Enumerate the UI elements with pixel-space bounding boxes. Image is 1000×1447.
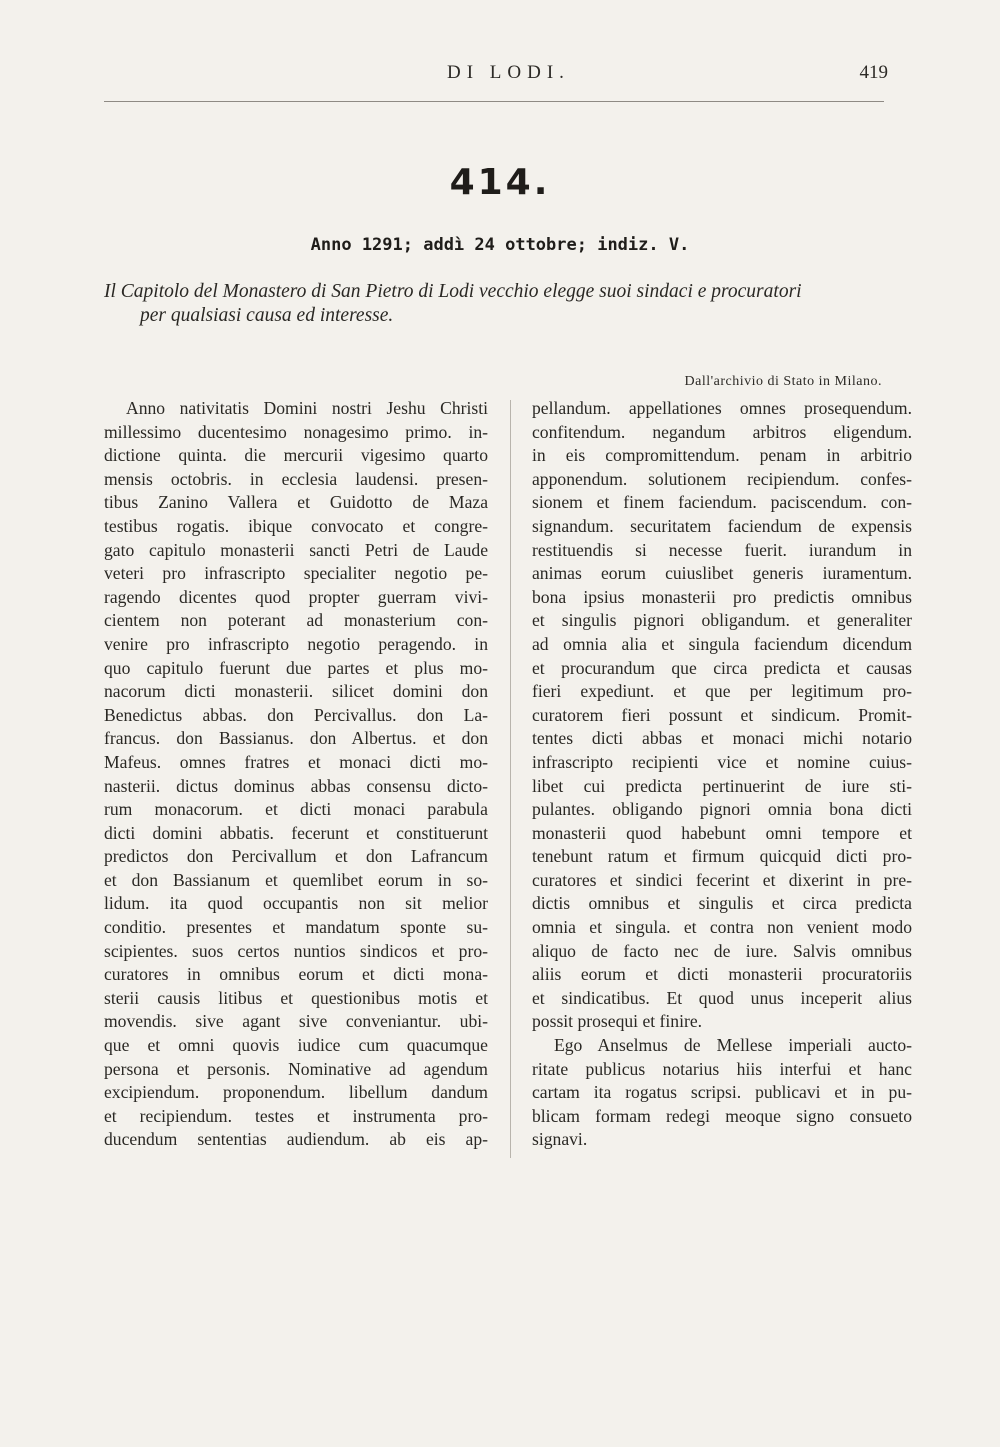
text-line: tibus Zanino Vallera et Guidotto de Maza bbox=[104, 492, 488, 513]
text-line: Mafeus. omnes fratres et monaci dicti mo- bbox=[104, 751, 488, 772]
text-line: omnia et singula. et contra non venient modo bbox=[532, 917, 912, 938]
text-line: pulantes. obligando pignori omnia bona dicti bbox=[532, 799, 912, 820]
text-line: monasterii quod habebunt omni tempore et bbox=[532, 822, 912, 843]
text-line: conditio. presentes et mandatum sponte su- bbox=[104, 917, 488, 938]
header-rule bbox=[104, 101, 884, 102]
text-line: nasterii. dictus dominus abbas consensu dicto- bbox=[104, 775, 488, 796]
text-line: restituendis si necesse fuerit. iurandum in bbox=[532, 539, 912, 560]
text-line: predictos don Percivallum et don Lafrancum bbox=[104, 846, 488, 867]
document-number: 414. bbox=[449, 162, 551, 203]
text-line: et recipiendum. testes et instrumenta pro- bbox=[104, 1105, 488, 1126]
text-line: cientem non poterant ad monasterium con- bbox=[104, 610, 488, 631]
page-number: 419 bbox=[859, 62, 888, 83]
column-divider bbox=[510, 400, 511, 1158]
running-head: DI LODI. bbox=[447, 62, 570, 83]
text-line: gato capitulo monasterii sancti Petri de Laude bbox=[104, 539, 488, 560]
right-column bbox=[532, 397, 912, 1152]
text-line: ad omnia alia et singula faciendum dicendum bbox=[532, 633, 912, 654]
text-line: Benedictus abbas. don Percivallus. don La- bbox=[104, 704, 488, 725]
document-summary bbox=[104, 280, 924, 328]
text-line: francus. don Bassianus. don Albertus. et don bbox=[104, 728, 488, 749]
text-line: signandum. securitatem faciendum de expensis bbox=[532, 515, 912, 536]
text-line: dictione quinta. die mercurii vigesimo quarto bbox=[104, 445, 488, 466]
text-line: infrascripto recipienti vice et nomine cuius- bbox=[532, 751, 912, 772]
text-line: pellandum. appellationes omnes prosequendum. bbox=[532, 398, 912, 418]
text-line: confitendum. negandum arbitros eligendum. bbox=[532, 421, 912, 442]
text-line: fieri expediunt. et que per legitimum pro- bbox=[532, 681, 912, 702]
text-line: et don Bassianum et quemlibet eorum in so- bbox=[104, 869, 488, 890]
text-line: tentes dicti abbas et monaci michi notario bbox=[532, 728, 912, 749]
text-line: libet cui predicta pertinuerint de iure sti- bbox=[532, 775, 912, 796]
text-line: tenebunt ratum et firmum quicquid dicti pro- bbox=[532, 846, 912, 867]
text-line: sterii causis litibus et questionibus motis et bbox=[104, 987, 488, 1008]
text-line: testibus rogatis. ibique convocato et congre- bbox=[104, 515, 488, 536]
source-note: Dall'archivio di Stato in Milano. bbox=[684, 374, 882, 389]
text-line: ducendum sententias audiendum. ab eis ap- bbox=[104, 1129, 488, 1150]
text-line: Anno nativitatis Domini nostri Jeshu Christi bbox=[126, 398, 488, 418]
text-line: nacorum dicti monasterii. silicet domini don bbox=[104, 681, 488, 702]
text-line: curatores in omnibus eorum et dicti mona- bbox=[104, 964, 488, 985]
text-line: ragendo dicentes quod propter guerram vivi- bbox=[104, 586, 488, 607]
text-line: aliis eorum et dicti monasterii procuratoriis bbox=[532, 964, 912, 985]
text-line: persona et personis. Nominative ad agendum bbox=[104, 1058, 488, 1079]
text-line: Ego Anselmus de Mellese imperiali aucto- bbox=[554, 1035, 912, 1056]
text-line: cartam ita rogatus scripsi. publicavi et in pu- bbox=[532, 1082, 912, 1103]
text-line: scipientes. suos certos nuntios sindicos et pro- bbox=[104, 940, 488, 961]
document-date: Anno 1291; addì 24 ottobre; indiz. V. bbox=[310, 235, 690, 255]
text-line: veteri pro infrascripto specialiter negotio pe- bbox=[104, 563, 488, 584]
text-line: millessimo ducentesimo nonagesimo primo. in- bbox=[104, 421, 488, 442]
text-line: et sindicatibus. Et quod unus inceperit alius bbox=[532, 987, 912, 1008]
text-line: blicam formam redegi meoque signo consueto bbox=[532, 1105, 912, 1126]
text-line: animas eorum cuiuslibet generis iuramentum. bbox=[532, 563, 912, 584]
text-line: mensis octobris. in ecclesia laudensi. presen- bbox=[104, 468, 488, 489]
left-column bbox=[104, 397, 488, 1152]
text-line: quo capitulo fuerunt due partes et plus mo- bbox=[104, 657, 488, 678]
text-line: in eis compromittendum. penam in arbitrio bbox=[532, 445, 912, 466]
text-line: signavi. bbox=[532, 1129, 588, 1150]
text-line: curatorem fieri possunt et sindicum. Promit- bbox=[532, 704, 912, 725]
text-line: aliquo de facto nec de iure. Salvis omnibus bbox=[532, 940, 912, 961]
text-line: dicti domini abbatis. fecerunt et constituerunt bbox=[104, 822, 488, 843]
text-line: ritate publicus notarius hiis interfui et hanc bbox=[532, 1058, 912, 1079]
text-line: curatores et sindici fecerint et dixerint in pre- bbox=[532, 869, 912, 890]
text-line: venire pro infrascripto negotio peragendo. in bbox=[104, 633, 488, 654]
text-line: lidum. ita quod occupantis non sit melior bbox=[104, 893, 488, 914]
text-line: bona ipsius monasterii pro predictis omnibus bbox=[532, 586, 912, 607]
text-line: excipiendum. proponendum. libellum dandum bbox=[104, 1082, 488, 1103]
text-line: movendis. sive agant sive conveniantur. ubi- bbox=[104, 1011, 488, 1032]
summary-line-2: per qualsiasi causa ed interesse. bbox=[140, 305, 394, 326]
text-line: sionem et finem faciendum. paciscendum. con- bbox=[532, 492, 912, 513]
text-line: dictis omnibus et singulis et circa predicta bbox=[532, 893, 912, 914]
text-line: et procurandum que circa predicta et causas bbox=[532, 657, 912, 678]
text-line: et singulis pignori obligandum. et generaliter bbox=[532, 610, 912, 631]
summary-line-1: Il Capitolo del Monastero di San Pietro di Lodi vecchio elegge suoi sindaci e procuratori bbox=[104, 281, 802, 302]
text-line: que et omni quovis iudice cum quacumque bbox=[104, 1035, 488, 1056]
text-line: apponendum. solutionem recipiendum. confes- bbox=[532, 468, 912, 489]
text-line: rum monacorum. et dicti monaci parabula bbox=[104, 799, 488, 820]
text-line: possit prosequi et finire. bbox=[532, 1011, 703, 1032]
